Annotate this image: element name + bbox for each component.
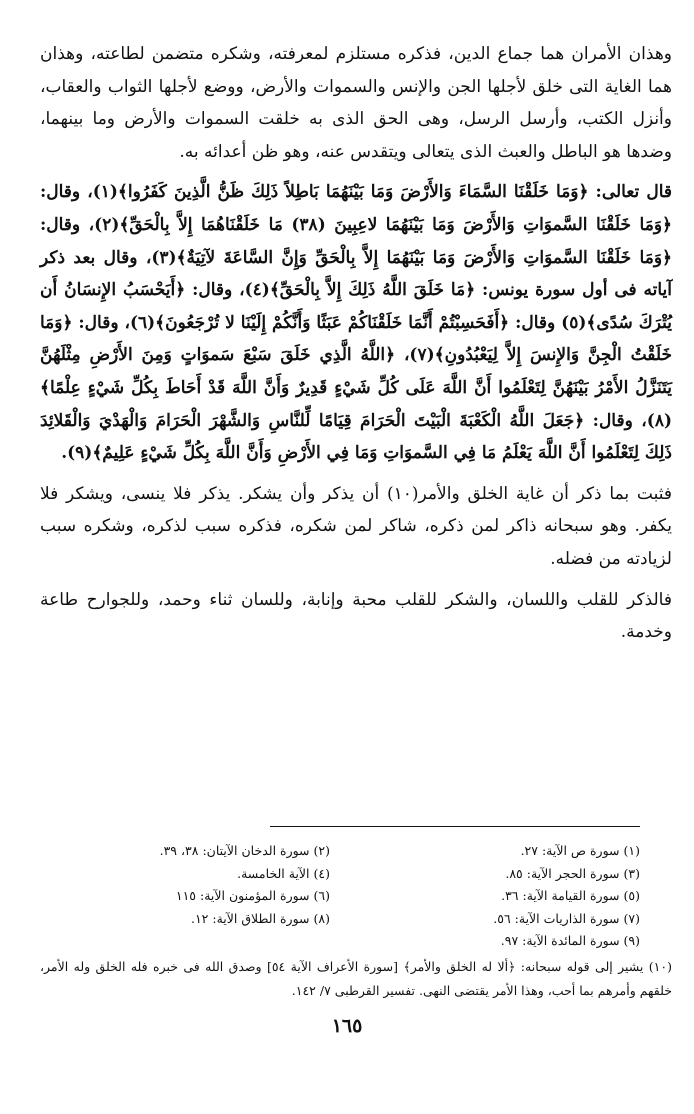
footnote-1: (١) سورة ص الآية: ٢٧. — [520, 843, 640, 858]
footnote-4: (٤) الآية الخامسة. — [237, 865, 330, 881]
footnotes-list — [40, 840, 640, 953]
footnote-9: (٩) سورة المائدة الآية: ٩٧. — [500, 933, 640, 948]
paragraph-intro: وهذان الأمران هما جماع الدين، فذكره مستلزم لمعرفته، وشكره متضمن لطاعته، وهذان هما الغاية التى خلق لأجلها الجن والإنس والسموات والأرض، ووضع لأجلها الثواب والعقاب، وأنزل الكتب، وأرسل الرسل، وهى الحق الذى به خلقت السموات والأرض وما بينهما، وضدها هو الباطل والعبث الذى يتعالى ويتقدس عنه، وهو ظن أعدائه به. — [40, 44, 672, 162]
footnote-5: (٥) سورة القيامة الآية: ٣٦. — [501, 888, 640, 903]
footnote-10: (١٠) يشير إلى قوله سبحانه: ﴿ألا له الخلق والأمر﴾ [سورة الأعراف الآية ٥٤] وصدق الله فى خبره فله الخلق وله الأمر، خلقهم وأمرهم بما أحب، وهذا الأمر يقتضى النهى. تفسير القرطبى ٧/ ١٤٢. — [40, 959, 672, 998]
paragraph-quran-verses: قال تعالى: ﴿وَمَا خَلَقْنَا السَّمَاءَ وَالأَرْضَ وَمَا بَيْنَهُمَا بَاطِلاً ذَلِكَ ظَنُّ الَّذِينَ كَفَرُوا﴾(١)، وقال: ﴿وَمَا خَلَقْنَا السَّموَاتِ وَالأَرْضَ وَمَا بَيْنَهُمَا لاعِبِينَ (٣٨) مَا خَلَقْنَاهُمَا إِلاَّ بِالْحَقِّ﴾(٢)، وقال: ﴿وَمَا خَلَقْنَا السَّموَاتِ وَالأَرْضَ وَمَا بَيْنَهُمَا إِلاَّ بِالْحَقِّ وَإِنَّ السَّاعَةَ لآتِيَةٌ﴾(٣)، وقال بعد ذكر آياته فى أول سورة يونس: ﴿مَا خَلَقَ اللَّهُ ذَلِكَ إِلاَّ بِالْحَقِّ﴾(٤)، وقال: ﴿أَيَحْسَبُ الإِنسَانُ أَن يُتْرَكَ سُدًى﴾(٥) وقال: ﴿أَفَحَسِبْتُمْ أَنَّمَا خَلَقْنَاكُمْ عَبَثًا وَأَنَّكُمْ إِلَيْنَا لا تُرْجَعُونَ﴾(٦)، وقال: ﴿وَمَا خَلَقْتُ الْجِنَّ وَالإِنسَ إِلاَّ لِيَعْبُدُونِ﴾(٧)، ﴿اللَّهُ الَّذِي خَلَقَ سَبْعَ سَموَاتٍ وَمِنَ الأَرْضِ مِثْلَهُنَّ يَتَنَزَّلُ الأَمْرُ بَيْنَهُنَّ لِتَعْلَمُوا أَنَّ اللَّهَ عَلَى كُلِّ شَيْءٍ قَدِيرٌ وَأَنَّ اللَّهَ قَدْ أَحَاطَ بِكُلِّ شَيْءٍ عِلْمًا﴾(٨)، وقال: ﴿جَعَلَ اللَّهُ الْكَعْبَةَ الْبَيْتَ الْحَرَامَ قِيَامًا لِّلنَّاسِ وَالشَّهْرَ الْحَرَامَ وَالْهَدْيَ وَالْقَلائِدَ ذَلِكَ لِتَعْلَمُوا أَنَّ اللَّهَ يَعْلَمُ مَا فِي السَّموَاتِ وَمَا فِي الأَرْضِ وَأَنَّ اللَّهَ بِكُلِّ شَيْءٍ عَلِيمٌ﴾(٩). — [40, 182, 673, 464]
paragraph-dhikr-shukr: فالذكر للقلب واللسان، والشكر للقلب محبة وإنابة، وللسان ثناء وحمد، وللجوارح طاعة وخدمة. — [40, 589, 672, 643]
footnote-2: (٢) سورة الدخان الآيتان: ٣٨، ٣٩. — [159, 843, 330, 858]
footnote-8: (٨) سورة الطلاق الآية: ١٢. — [190, 910, 330, 926]
main-text — [40, 38, 672, 649]
footnote-3: (٣) سورة الحجر الآية: ٨٥. — [505, 865, 640, 881]
page-number: ١٦٥ — [331, 1015, 363, 1037]
footnote-divider — [270, 826, 640, 827]
footnote-6: (٦) سورة المؤمنون الآية: ١١٥ — [175, 888, 330, 903]
paragraph-remembrance: فثبت بما ذكر أن غاية الخلق والأمر(١٠) أن يذكر وأن يشكر. يذكر فلا ينسى، ويشكر فلا يكفر. وهو سبحانه ذاكر لمن ذكره، شاكر لمن شكره، فذكره سبب لذكره، وشكره سبب لزيادته من فضله. — [40, 483, 672, 569]
footnote-7: (٧) سورة الذاريات الآية: ٥٦. — [493, 910, 640, 926]
